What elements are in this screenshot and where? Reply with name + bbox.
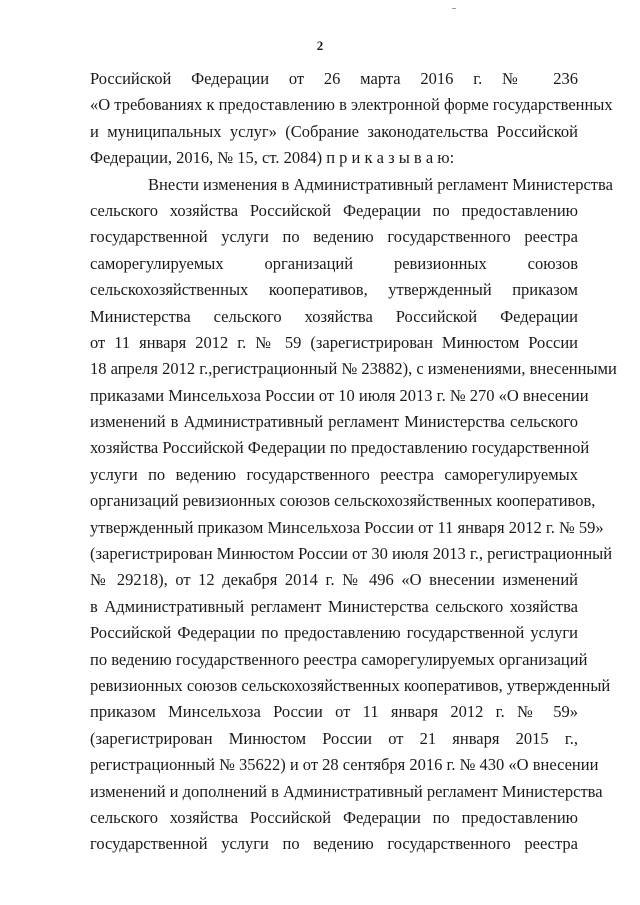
document-line: Министерства сельского хозяйства Российской Федерации (90, 306, 578, 326)
document-line: от 11 января 2012 г. № 59 (зарегистрирован Минюстом России (90, 332, 578, 352)
document-body (90, 66, 617, 858)
document-line: в Административный регламент Министерства сельского хозяйства (90, 596, 578, 616)
document-line: хозяйства Российской Федерации по предоставлению государственной (90, 438, 590, 458)
document-line: Российской Федерации от 26 марта 2016 г. № 236 (90, 69, 578, 88)
document-line: сельского хозяйства Российской Федерации по предоставлению (90, 807, 578, 827)
document-line: ревизионных союзов сельскохозяйственных кооперативов, утвержденный (90, 675, 611, 695)
document-line: организаций ревизионных союзов сельскохозяйственных кооперативов, (90, 491, 596, 511)
document-line: и муниципальных услуг» (Собрание законодательства Российской (90, 121, 578, 141)
document-line: Внести изменения в Административный регламент Министерства (148, 174, 613, 194)
document-line: «О требованиях к предоставлению в электронной форме государственных (90, 95, 613, 115)
document-line: саморегулируемых организаций ревизионных союзов (90, 253, 578, 273)
document-line: регистрационный № 35622) и от 28 сентября 2016 г. № 430 «О внесении (90, 755, 599, 775)
scan-speck (452, 8, 456, 9)
document-line: Российской Федерации по предоставлению государственной услуги (90, 623, 578, 643)
document-line: Федерации, 2016, № 15, ст. 2084) п р и к а з ы в а ю: (90, 148, 455, 168)
document-line: по ведению государственного реестра саморегулируемых организаций (90, 649, 588, 669)
document-line: № 29218), от 12 декабря 2014 г. № 496 «О внесении изменений (90, 570, 578, 590)
document-line: изменений в Административный регламент Министерства сельского (90, 412, 578, 432)
document-line: изменений и дополнений в Административный регламент Министерства (90, 781, 603, 801)
document-line: сельскохозяйственных кооперативов, утвержденный приказом (90, 280, 578, 300)
page-number: 2 (316, 38, 324, 53)
document-line: сельского хозяйства Российской Федерации по предоставлению (90, 200, 578, 220)
document-line: 18 апреля 2012 г.,регистрационный № 23882), с изменениями, внесенными (90, 359, 617, 379)
document-line: государственной услуги по ведению государственного реестра (90, 834, 578, 854)
document-line: (зарегистрирован Минюстом России от 21 января 2015 г., (90, 728, 578, 748)
document-line: государственной услуги по ведению государственного реестра (90, 227, 578, 247)
document-line: приказами Минсельхоза России от 10 июля 2013 г. № 270 «О внесении (90, 385, 589, 405)
document-line: приказом Минсельхоза России от 11 января 2012 г. № 59» (90, 702, 578, 722)
document-line: услуги по ведению государственного реестра саморегулируемых (90, 464, 578, 484)
document-line: (зарегистрирован Минюстом России от 30 июля 2013 г., регистрационный (90, 544, 613, 564)
document-line: утвержденный приказом Минсельхоза России от 11 января 2012 г. № 59» (90, 517, 604, 537)
